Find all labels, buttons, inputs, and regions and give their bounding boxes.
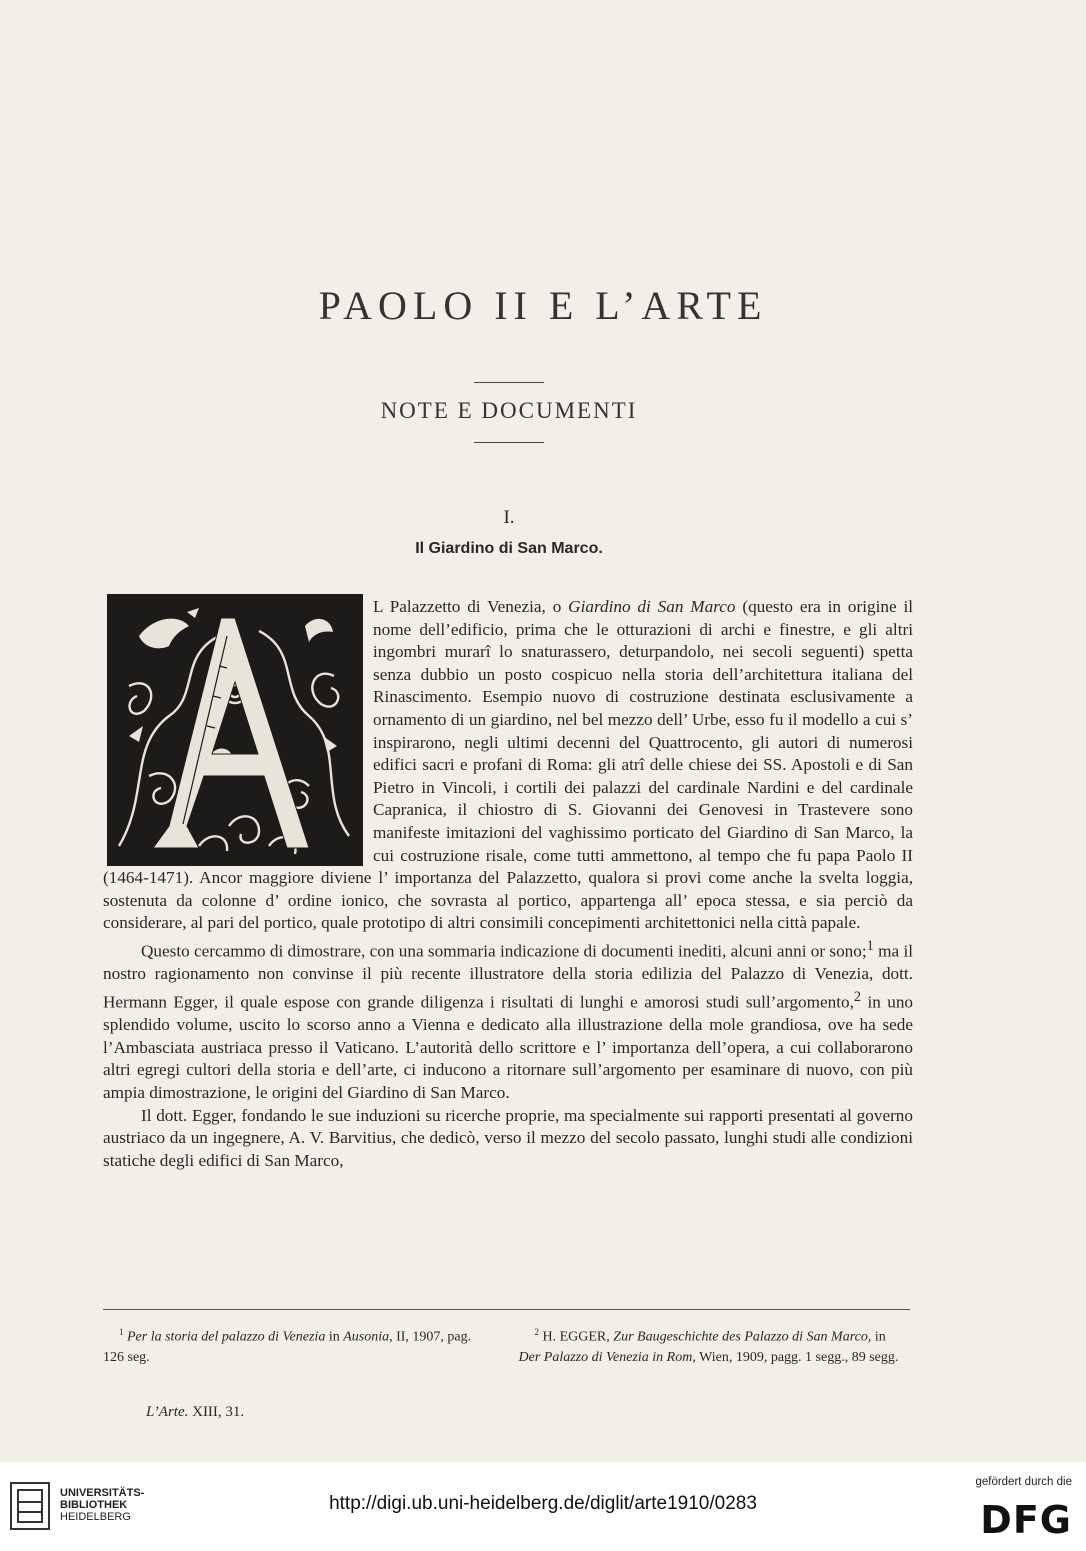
footnote <box>103 1322 495 1368</box>
section-number: I. <box>503 507 515 528</box>
text-run: (questo era in origine il nome dell’edificio, prima che le otturazioni di archi e finestre, e gli altri ingombri murarî lo snaturassero, deturpandolo, nei secoli seguenti) spetta senza dubbio un posto cospicuo nella storia dell’architettura italiana del Rinascimento. Esempio nuovo di costruzione destinata esclusivamente a ornamento di un giardino, nel bel mezzo dell’ Urbe, esso fu il modello a cui s’ inspirarono, negli ultimi decenni del Quattrocento, gli autori di numerosi edifici sacri e profani di Roma: gli atrî delle chiese dei SS. Apostoli e di San Pietro in Vincoli, i cortili dei palazzi del cardinale Nardini e del cardinale Capranica, il chiostro di S. Giovanni dei Genovesi in Trastevere sono manifeste imitazioni del vaghissimo porticato del Giardino di San Marco, la cui costruzione risale, come tutti ammettono, al tempo che fu papa Paolo II (1464-1471). Ancor maggiore diviene l’ importanza del Palazzetto, qualora si provi come anche la svelta loggia, sostenuta da colonne d’ ordine ionico, che sovrasta al portico, appartenga all’ epoca stessa, e sia perciò da considerare, al pari del portico, quale prototipo di altri consimili concepimenti architettonici nella città papale. <box>103 597 913 933</box>
dfg-logo: DFG <box>980 1498 1072 1542</box>
text-run: in <box>325 1329 344 1345</box>
text-run: Ausonia, <box>343 1329 393 1345</box>
funding-note: gefördert durch die <box>975 1476 1072 1488</box>
library-line-3: HEIDELBERG <box>60 1511 131 1523</box>
footnotes <box>103 1322 910 1368</box>
article-subtitle: NOTE E DOCUMENTI <box>380 398 638 423</box>
text-run: Per la storia del palazzo di Venezia <box>127 1329 326 1345</box>
footer-bar <box>0 1462 1086 1551</box>
text-run: ma il nostro ragionamento non convinse il più recente illustratore della storia edilizia del Palazzo di Venezia, dott. Hermann Egger, il quale espose con grande diligenza i risultati di lunghi e amorosi studi sull’argomento, <box>103 941 913 1012</box>
text-run: Der Palazzo di Venezia in Rom, <box>518 1349 696 1365</box>
article-title: PAOLO II E L’ARTE <box>318 283 768 328</box>
text-run: Giardino di San Marco <box>568 597 736 616</box>
document-url-link[interactable]: http://digi.ub.uni-heidelberg.de/diglit/arte1910/0283 <box>329 1493 757 1514</box>
footnote-marker: 1 <box>119 1327 124 1337</box>
footnote <box>519 1322 911 1368</box>
text-run: L Palazzetto di Venezia, o <box>373 597 569 616</box>
journal-name: L’Arte. <box>146 1404 189 1420</box>
initial-letter-space <box>103 596 373 866</box>
library-line-1: UNIVERSITÄTS- <box>60 1487 145 1499</box>
text-run: in <box>871 1329 886 1345</box>
footnote-marker: 1 <box>866 937 874 954</box>
journal-volume: XIII, 31. <box>192 1404 245 1420</box>
footnote-marker: 2 <box>853 988 862 1005</box>
text-run: Zur Baugeschichte des Palazzo di San Marco, <box>613 1329 872 1345</box>
page-signature <box>146 1404 244 1421</box>
body-text <box>103 596 913 1172</box>
footnote-divider <box>103 1309 910 1310</box>
paragraph <box>103 935 913 1105</box>
text-run: II, 1907, pag. 126 seg. <box>103 1329 472 1365</box>
section-title: Il Giardino di San Marco. <box>415 540 603 557</box>
text-run: Wien, 1909, pagg. 1 segg., 89 segg. <box>695 1349 899 1365</box>
text-run: Questo cercammo di dimostrare, con una sommaria indicazione di documenti inediti, alcuni anni or sono; <box>141 941 867 961</box>
footnote-marker: 2 <box>534 1327 539 1337</box>
text-run: H. EGGER, <box>539 1329 614 1345</box>
paragraph <box>103 1105 913 1173</box>
text-run: in uno splendido volume, uscito lo scorso anno a Vienna e dedicato alla illustrazione della mole grandiosa, ove ha sede l’Ambasciata austriaca presso il Vaticano. L’autorità dello scrittore e l’ importanza dell’opera, a cui collaborarono altri egregi cultori della storia e dell’arte, ci inducono a ritornare sull’argomento per esaminare di nuovo, con più ampia dimostrazione, le origini del Giardino di San Marco. <box>103 992 914 1102</box>
title-rule-top <box>474 382 544 383</box>
title-rule-bottom <box>474 442 544 443</box>
text-run: Il dott. Egger, fondando le sue induzioni su ricerche proprie, ma specialmente sui rapporti presentati al governo austriaco da un ingegnere, A. V. Barvitius, che dedicò, verso il mezzo del secolo passato, lunghi studi alle condizioni statiche degli edifici di San Marco, <box>103 1105 913 1170</box>
library-line-2: BIBLIOTHEK <box>60 1499 128 1511</box>
